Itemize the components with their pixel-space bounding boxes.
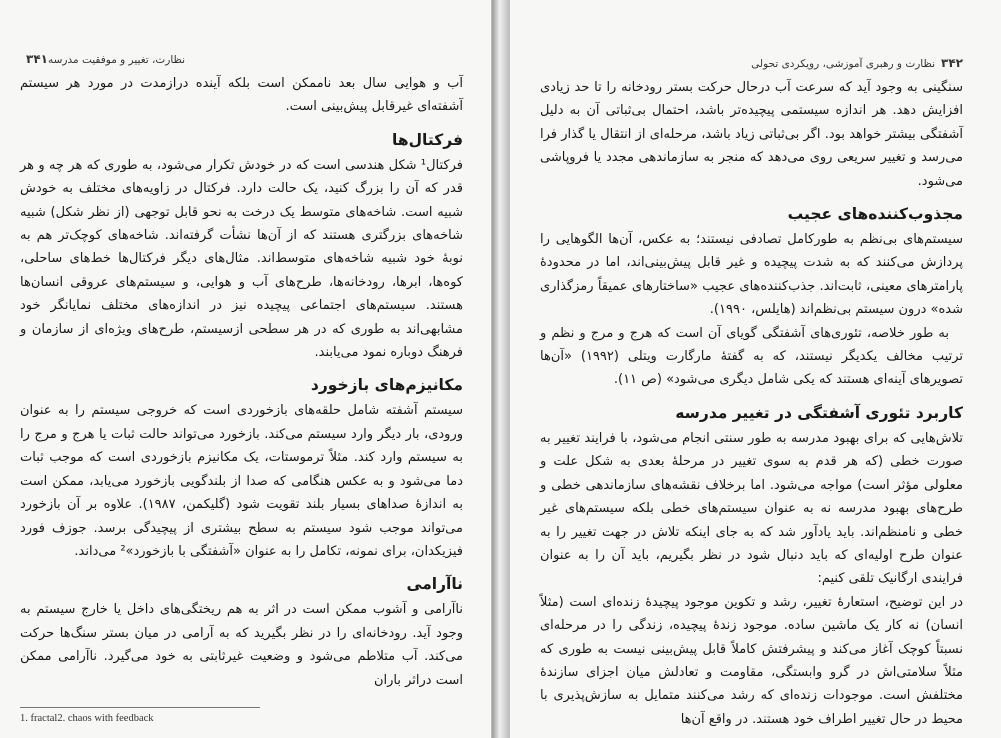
- page-number: ۳۴۱: [26, 52, 48, 66]
- book-gutter: [492, 0, 509, 738]
- section-heading-fractals: فرکتال‌ها: [392, 130, 463, 149]
- footnote-2: 2. chaos with feedback: [57, 713, 154, 724]
- intro-paragraph: سنگینی به وجود آید که سرعت آب درحال حرکت بستر رودخانه را تا حد زیادی افزایش دهد. هر اندازه سیستمی پیچیده‌تر باشد، احتمال بی‌ثباتی آن به دلیل آشفتگی بیشتر خواهد بود. اگر بی‌ثباتی زیاد باشد، مرحله‌ای از انتقال یا گذار فرا می‌رسد و تغییر سریعی روی می‌دهد که منجر به سازماندهی مجدد یا فروپاشی می‌شود.: [540, 80, 963, 189]
- section-heading-feedback: مکانیزم‌های بازخورد: [310, 376, 463, 395]
- running-header: [540, 56, 963, 70]
- section-body-chaos-application: تلاش‌هایی که برای بهبود مدرسه به طور سنتی انجام می‌شود، با فرایند تغییر به صورت خطی (که هر قدم به سوی تغییر در مرحلهٔ بعدی به شکل علت و معلولی مؤثر است) مواجه می‌شود. اما برخلاف نقشه‌های سازماندهی خطی و طرح‌های بهبود مدرسه نه به عنوان سیستم‌های خطی بلکه سیستم‌های غیر خطی و نامنظم‌اند. باید یادآور شد که به جای اینکه تلاش در جهت تغییر را به عنوان طرح اولیه‌ای که باید دنبال شود در نظر بگیریم، باید آن را به عنوان فرایندی ارگانیک تلقی کنیم:: [540, 430, 963, 587]
- running-head-title: نظارت و رهبری آموزشی، رویکردی تحولی: [751, 58, 936, 70]
- section-body-fractals: فرکتال¹ شکل هندسی است که در خودش تکرار می‌شود، به طوری که هر چه و هر قدر که آن را بزرگ کنید، یک حالت دارد. فرکتال در زاویه‌های مختلف به خودش شبیه است. شاخه‌های متوسط یک درخت به نحو قابل توجهی (از نظر شکل) شبیه شاخه‌های بزرگتری هستند که از آن‌ها نشأت گرفته‌اند. شاخه‌های کوچک‌تر هم به نوبهٔ خود شبیه شاخه‌های متوسط‌اند. مثال‌های دیگر فرکتال‌ها خط‌های ساحلی، کوه‌ها، ابرها، رودخانه‌ها، طرح‌های آب و هوایی، و سیستم‌های عروقی انسان‌ها هستند. سیستم‌های اجتماعی پیچیده نیز در اندازه‌های مختلف نمایانگر خود مشابهی‌اند به طوری که در هر سطحی ازسیستم، طرح‌های ویژه‌ای از سازمان و فرهنگ دوباره نمود می‌یابند.: [20, 157, 463, 361]
- footnotes: [20, 713, 463, 724]
- section-body-feedback: سیستم آشفته شامل حلقه‌های بازخوردی است که خروجی سیستم را به عنوان ورودی، بار دیگر وارد سیستم می‌کند. بازخورد می‌تواند حالت ثبات یا هرج و مرج را به سیستم وارد کند. مثلاً ترموستات، یک مکانیزم بازخوردی است که موجب ثبات دما می‌شود و به عکس هنگامی که صدا از بلندگویی بازخورد می‌یابد، ممکن است به اندازهٔ صداهای بسیار بلند تقویت شود (گلیکمن، ۱۹۸۷). علاوه بر آن بازخورد می‌تواند موجب شود سیستم به سطح بیشتری از پیچیدگی برسد. جوزف فورد فیزیکدان، برای نمونه، تکامل را به عنوان «آشفتگی با بازخورد»² می‌داند.: [20, 403, 463, 559]
- section-heading-chaos-application: کاربرد تئوری آشفتگی در تغییر مدرسه: [675, 403, 963, 422]
- left-page: [0, 0, 492, 738]
- footnote-1: 1. fractal: [20, 713, 58, 724]
- section-heading-turbulence: ناآرامی: [406, 575, 463, 594]
- section-body-turbulence: ناآرامی و آشوب ممکن است در اثر به هم ریختگی‌های داخل یا خارج سیستم به وجود آید. رودخانه‌ای را در نظر بگیرید که به آرامی در میان بستر سنگ‌ها حرکت می‌کند. آب متلاطم می‌شود و وضعیت غیرثابتی به خود می‌گیرد. ناآرامی ممکن است دراثر باران: [20, 602, 463, 688]
- page-number: ۳۴۲: [941, 56, 963, 70]
- section-quote-chaos-application: در این توضیح، استعارهٔ تغییر، رشد و تکوین موجود پیچیدهٔ زنده‌ای است (مثلاً انسان) نه کار یک ماشین ساده. موجود زندهٔ پیچیده، زندگی را در مرحله‌ای نسبتاً کوچک آغاز می‌کند و پیشرفتش کاملاً قابل پیش‌بینی نیست به طوری که مثلاً سلامتی‌اش در گرو وابستگی، مقاومت و تعادلش میان اجزای سازندهٔ مختلفش است. موجودات زنده‌ای که رشد می‌کنند متمایل به سازش‌پذیری با محیط در حال تغییر اطراف خود هستند. در واقع آن‌ها: [540, 594, 963, 727]
- footnote-rule: [20, 707, 260, 708]
- section-heading-strange-attractors: مجذوب‌کننده‌های عجیب: [787, 205, 963, 224]
- section-body-strange-attractors-2: به طور خلاصه، تئوری‌های آشفتگی گویای آن است که هرج و مرج و نظم و ترتیب مخالف یکدیگر نیستند، که به گفتهٔ مارگارت ویتلی (۱۹۹۲) «آن‌ها تصویرهای آینه‌ای هستند که یکی شامل دیگری می‌شود» (ص ۱۱).: [540, 325, 963, 388]
- running-header: [20, 52, 463, 66]
- running-head-title: نظارت، تغییر و موفقیت مدرسه: [47, 54, 186, 66]
- intro-paragraph: آب و هوایی سال بعد ناممکن است بلکه آینده درازمدت در مورد هر سیستم آشفته‌ای غیرقابل پیش‌بینی است.: [20, 76, 463, 115]
- right-page: [509, 0, 1001, 738]
- section-body-strange-attractors: سیستم‌های بی‌نظم به طورکامل تصادفی نیستند؛ به عکس، آن‌ها الگوهایی را پردازش می‌کنند که به شدت پیچیده و غیر قابل پیش‌بینی‌اند، اما در محدودهٔ پارامترهای معینی، ثابت‌اند. جذب‌کننده‌های عجیب «ساختارهای عمیقاً رمزگذاری شده» درون سیستم بی‌نظم‌اند (هایلس، ۱۹۹۰).: [540, 232, 963, 318]
